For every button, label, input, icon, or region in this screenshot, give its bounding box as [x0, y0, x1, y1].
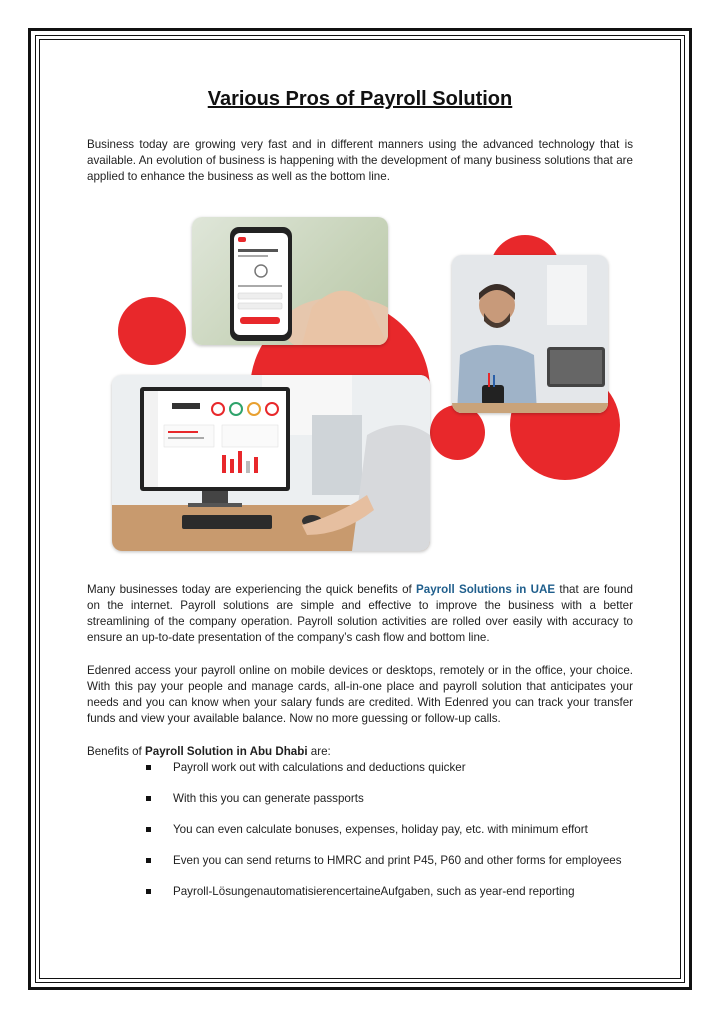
list-item: [146, 853, 646, 884]
uae-paragraph-before: Many businesses today are experiencing the quick benefits of: [87, 583, 417, 596]
uae-paragraph-after: that are found on the internet. Payroll solutions are simple and effective to improve the business with a better streamlining of the company operation. Payroll solution activities are rolled over easily with accuracy to ensure an up-to-date presentation of the company’s cash flow and bottom line.: [87, 583, 633, 644]
benefits-intro-bold: Payroll Solution in Abu Dhabi: [145, 745, 308, 758]
list-item-text: Payroll-LösungenautomatisierencertaineAufgaben, such as year-end reporting: [173, 885, 575, 898]
edenred-paragraph: Edenred access your payroll online on mobile devices or desktops, remotely or in the office, your choice. With this pay your people and manage cards, all-in-one place and payroll solution that anticipates your needs and you can know when your salary funds are credited. With Edenred you can track your transfer funds and view your available balance. Now no more guessing or follow-up calls.: [87, 664, 633, 725]
phone-illustration: [192, 217, 388, 345]
uae-paragraph: [87, 582, 633, 646]
decor-circle-left: [118, 297, 186, 365]
benefits-list: [146, 760, 646, 915]
list-item: [146, 822, 646, 853]
intro-paragraph: Business today are growing very fast and in different manners using the advanced technology that is available. An evolution of business is happening with the development of many business solutions that are applied to enhance the business as well as the bottom line.: [87, 138, 633, 183]
desktop-dashboard-photo: [112, 375, 430, 551]
bullet-square-icon: [146, 765, 151, 770]
benefits-intro-before: Benefits of: [87, 745, 146, 758]
bullet-square-icon: [146, 858, 151, 863]
benefits-intro-after: are:: [307, 745, 331, 758]
list-item: [146, 884, 646, 915]
bullet-square-icon: [146, 796, 151, 801]
bullet-square-icon: [146, 889, 151, 894]
decor-circle-mid: [430, 405, 485, 460]
list-item-text: With this you can generate passports: [173, 792, 364, 805]
businessman-illustration: [452, 255, 608, 413]
page-title: Various Pros of Payroll Solution: [207, 88, 513, 110]
benefits-intro: [87, 744, 633, 760]
illustration-collage: [100, 205, 620, 565]
mobile-app-photo: [192, 217, 388, 345]
list-item-text: Even you can send returns to HMRC and print P45, P60 and other forms for employees: [173, 854, 622, 867]
bullet-square-icon: [146, 827, 151, 832]
list-item-text: Payroll work out with calculations and deductions quicker: [173, 761, 466, 774]
list-item-text: You can even calculate bonuses, expenses, holiday pay, etc. with minimum effort: [173, 823, 588, 836]
desktop-illustration: [112, 375, 430, 551]
payroll-uae-link[interactable]: Payroll Solutions in UAE: [416, 583, 556, 596]
list-item: [146, 760, 646, 791]
businessman-photo: [452, 255, 608, 413]
list-item: [146, 791, 646, 822]
